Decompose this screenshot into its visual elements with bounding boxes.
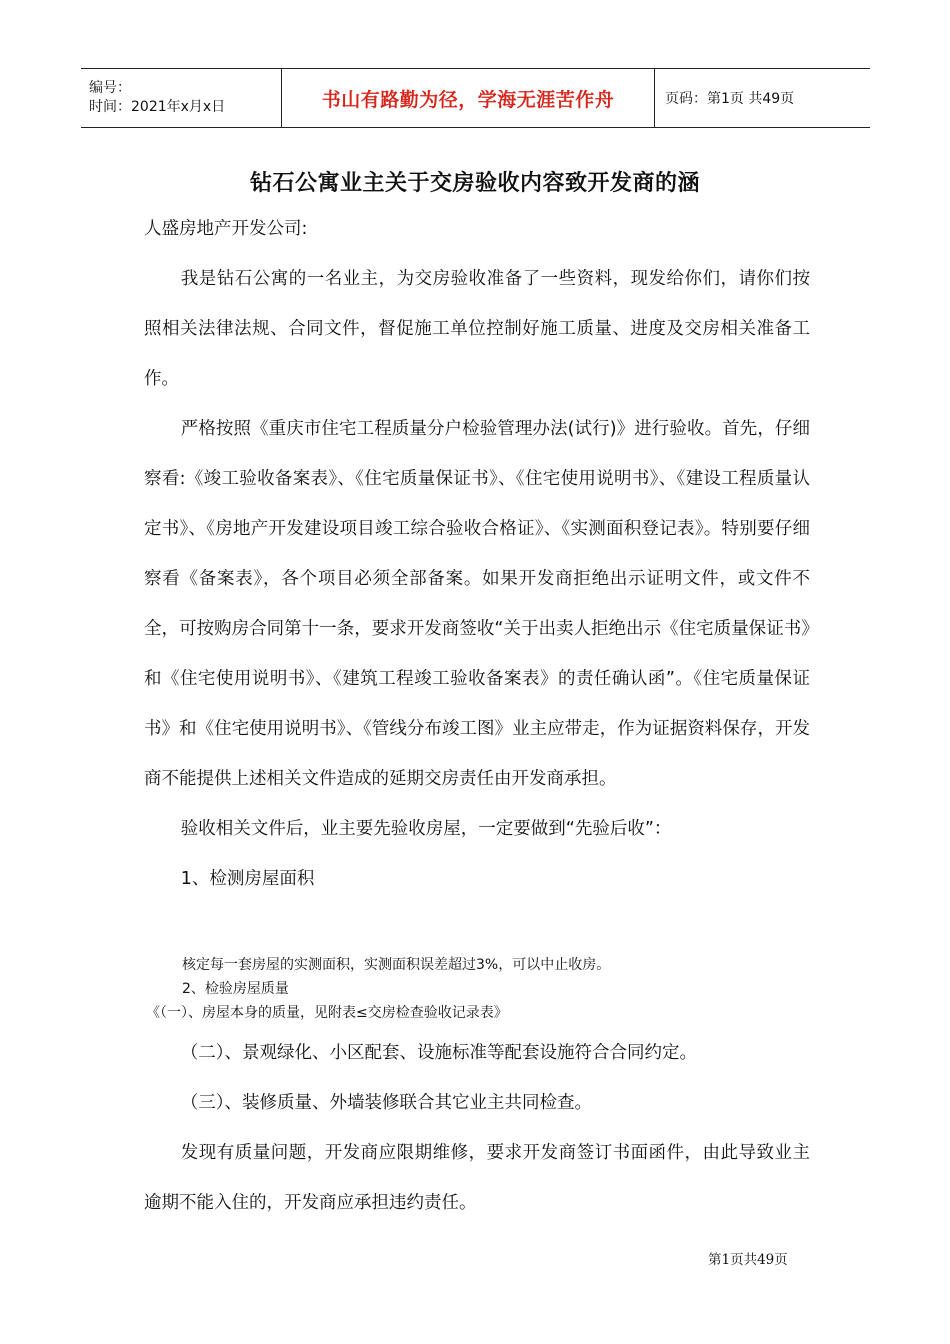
item-2-sub-3: （三）、装修质量、外墙装修联合其它业主共同检查。 xyxy=(180,1093,592,1113)
document-date: 时间：2021年x月x日 xyxy=(89,99,226,115)
document-number-label: 编号： xyxy=(89,80,131,96)
paragraph-inspect-first: 验收相关文件后，业主要先验收房屋，一定要做到“先验后收”： xyxy=(180,819,672,839)
header-page-cell xyxy=(655,69,870,127)
paragraph-intro: 我是钻石公寓的一名业主，为交房验收准备了一些资料，现发给你们，请你们按照相关法律法规、合同文件，督促施工单位控制好施工质量、进度及交房相关准备工作。 xyxy=(144,269,810,389)
item-2-sub-2: （二）、景观绿化、小区配套、设施标准等配套设施符合合同约定。 xyxy=(180,1043,697,1063)
document-header xyxy=(81,68,870,128)
document-body-top xyxy=(144,204,810,904)
page-footer: 第1页共49页 xyxy=(708,1252,788,1268)
item-2-heading: 2、检验房屋质量 xyxy=(182,981,289,997)
salutation: 人盛房地产开发公司: xyxy=(144,219,308,239)
document-body-bottom xyxy=(144,1028,810,1228)
header-motto: 书山有路勤为径，学海无涯苦作舟 xyxy=(321,88,615,111)
paragraph-documents: 严格按照《重庆市住宅工程质量分户检验管理办法(试行)》进行验收。首先，仔细察看:《竣工验收备案表》、《住宅质量保证书》、《住宅使用说明书》、《建设工程质量认定书》、《房地产开发建设项目竣工综合验收合格证》、《实测面积登记表》。特别要仔细察看《备案表》，各个项目必须全部备案。如果开发商拒绝出示证明文件，或文件不全，可按购房合同第十一条，要求开发商签收“关于出卖人拒绝出示《住宅质量保证书》和《住宅使用说明书》、《建筑工程竣工验收备案表》的责任确认函”。《住宅质量保证书》和《住宅使用说明书》、《管线分布竣工图》业主应带走，作为证据资料保存，开发商不能提供上述相关文件造成的延期交房责任由开发商承担。 xyxy=(144,419,810,789)
document-title: 钻石公寓业主关于交房验收内容致开发商的涵 xyxy=(249,171,700,196)
item-1-detail: 核定每一套房屋的实测面积，实测面积误差超过3%，可以中止收房。 xyxy=(182,957,611,973)
item-1-heading: 1、检测房屋面积 xyxy=(180,869,315,889)
header-motto-cell xyxy=(282,69,655,127)
header-left-cell xyxy=(81,69,282,127)
item-2-sub-1: 《（一）、房屋本身的质量，见附表≤交房检查验收记录表》 xyxy=(146,1005,508,1021)
closing-paragraph: 发现有质量问题，开发商应限期维修，要求开发商签订书面函件，由此导致业主逾期不能入住的，开发商应承担违约责任。 xyxy=(144,1143,810,1213)
header-page-info: 页码：第1页 共49页 xyxy=(665,91,795,107)
